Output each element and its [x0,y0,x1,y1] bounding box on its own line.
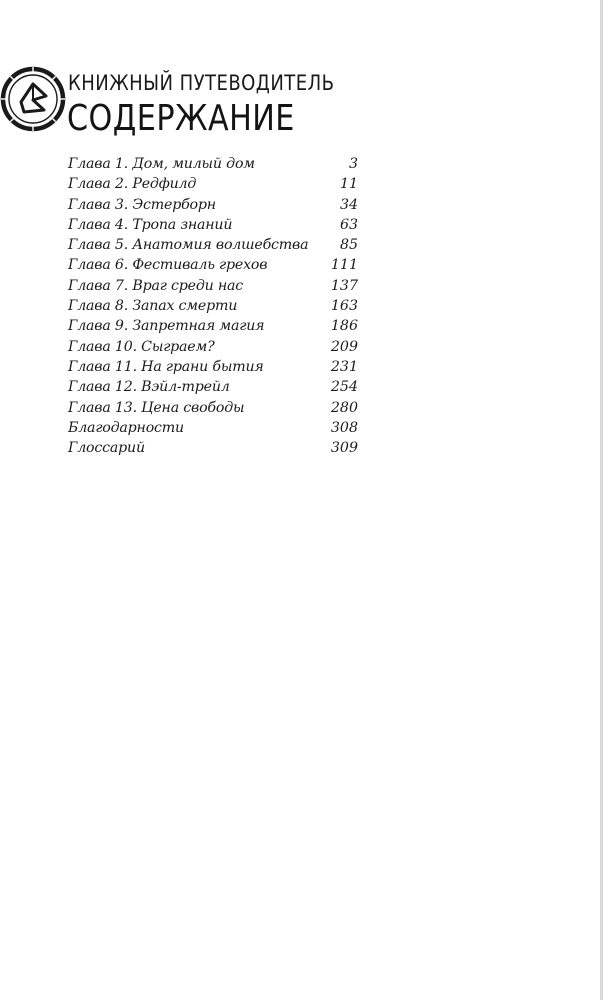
toc-entry-title: Глава 9. Запретная магия [68,318,265,335]
toc-entry[interactable] [68,255,358,275]
toc-entry[interactable] [68,195,358,215]
toc-entry-page: 11 [339,176,358,193]
toc-entry-title: Благодарности [68,419,184,436]
toc-header [0,66,360,146]
toc-entry-title: Глава 5. Анатомия волшебства [68,237,309,254]
toc-entry-page: 186 [330,318,358,335]
toc-entry-title: Глава 7. Враг среди нас [68,277,244,294]
toc-entry-page: 308 [330,419,358,436]
toc-entry[interactable] [68,398,358,418]
toc-entry-page: 63 [339,216,358,233]
toc-entry-page: 137 [330,277,358,294]
page-title: СОДЕРЖАНИЕ [67,98,295,139]
toc-entry[interactable] [68,235,358,255]
toc-entry-title: Глава 3. Эстерборн [68,196,216,213]
toc-entry-title: Глава 12. Вэйл-трейл [68,379,230,396]
toc-entry-page: 309 [330,440,358,457]
toc-entry-page: 3 [348,156,358,172]
toc-entry-title: Глава 8. Запах смерти [68,298,238,315]
toc-entry[interactable] [68,357,358,377]
toc-entry-title: Глоссарий [68,440,145,457]
toc-entry-title: Глава 1. Дом, милый дом [68,156,255,172]
guide-subtitle: КНИЖНЫЙ ПУТЕВОДИТЕЛЬ [68,71,335,95]
table-of-contents [68,154,358,458]
toc-entry-page: 231 [330,358,358,375]
toc-entry-page: 111 [330,257,358,274]
toc-entry[interactable] [68,215,358,235]
toc-entry[interactable] [68,296,358,316]
toc-entry-page: 163 [330,298,358,315]
toc-entry[interactable] [68,276,358,296]
toc-entry-title: Глава 13. Цена свободы [68,399,245,416]
compass-rune-emblem-icon [0,66,66,132]
toc-entry-page: 85 [339,237,358,254]
toc-entry-title: Глава 4. Тропа знаний [68,216,233,233]
toc-entry[interactable] [68,316,358,336]
toc-entry-page: 254 [330,379,358,396]
toc-entry-title: Глава 2. Редфилд [68,176,197,193]
toc-entry-title: Глава 11. На грани бытия [68,358,264,375]
toc-entry[interactable] [68,377,358,397]
toc-entry[interactable] [68,337,358,357]
toc-entry-page: 280 [330,399,358,416]
toc-entry-page: 209 [330,338,358,355]
toc-entry[interactable] [68,174,358,194]
toc-entry-title: Глава 10. Сыграем? [68,338,215,355]
toc-entry-page: 34 [339,196,358,213]
toc-entry[interactable] [68,438,358,458]
toc-entry[interactable] [68,154,358,174]
toc-entry-title: Глава 6. Фестиваль грехов [68,257,268,274]
toc-entry[interactable] [68,418,358,438]
